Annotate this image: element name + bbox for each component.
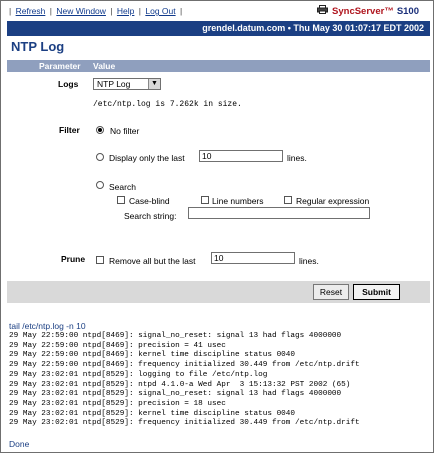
- log-output: [9, 332, 360, 429]
- top-bar: [1, 1, 433, 21]
- case-blind-label: Case-blind: [129, 196, 170, 206]
- brand-model: S100: [396, 5, 419, 17]
- no-filter-label: No filter: [110, 126, 140, 136]
- help-link[interactable]: Help: [116, 6, 135, 16]
- logs-label: Logs: [58, 79, 79, 89]
- log-file-info: /etc/ntp.log is 7.262k in size.: [93, 100, 242, 109]
- prune-checkbox[interactable]: [96, 256, 104, 264]
- filter-label: Filter: [59, 125, 80, 135]
- log-out-link[interactable]: Log Out: [145, 6, 176, 16]
- log-line: 29 May 22:59:00 ntpd[8469]: signal_no_reset: signal 13 had flags 4000000: [9, 332, 342, 340]
- display-last-radio[interactable]: [96, 153, 104, 161]
- nav-links: [7, 6, 184, 16]
- log-line: 29 May 22:59:00 ntpd[8469]: precision = 41 usec: [9, 341, 226, 350]
- log-line: 29 May 23:02:01 ntpd[8529]: kernel time discipline status 0040: [9, 409, 296, 418]
- nav-separator: |: [179, 6, 183, 16]
- page-title: NTP Log: [11, 39, 65, 54]
- display-last-input[interactable]: 10: [199, 150, 283, 162]
- regex-checkbox[interactable]: [284, 196, 292, 204]
- brand-logo: [317, 5, 419, 17]
- no-filter-radio[interactable]: [96, 126, 104, 134]
- logs-select[interactable]: [93, 78, 161, 90]
- log-line: 29 May 23:02:01 ntpd[8529]: precision = 18 usec: [9, 399, 226, 408]
- log-line: 29 May 23:02:01 ntpd[8529]: frequency initialized 30.449 from /etc/ntp.drift: [9, 419, 360, 428]
- prune-label: Prune: [61, 254, 86, 264]
- prune-lines-input[interactable]: 10: [211, 252, 295, 264]
- log-line: 29 May 22:59:00 ntpd[8469]: frequency initialized 30.449 from /etc/ntp.drift: [9, 361, 360, 370]
- refresh-link[interactable]: Refresh: [15, 6, 46, 16]
- prune-lines-label: lines.: [299, 256, 319, 266]
- value-column-header: Value: [93, 61, 116, 71]
- regex-label: Regular expression: [296, 196, 370, 206]
- trademark-symbol: ™: [384, 5, 394, 17]
- nav-separator: |: [49, 6, 52, 16]
- search-label: Search: [109, 182, 136, 192]
- display-last-label: Display only the last: [109, 153, 185, 163]
- submit-button[interactable]: Submit: [353, 284, 400, 300]
- table-header: [7, 60, 430, 72]
- logs-select-value: NTP Log: [97, 79, 131, 89]
- line-numbers-checkbox[interactable]: [201, 196, 209, 204]
- nav-separator: |: [110, 6, 113, 16]
- brand-name: SyncServer: [332, 5, 385, 17]
- display-last-lines-label: lines.: [287, 153, 307, 163]
- command-line: tail /etc/ntp.log -n 10: [9, 321, 86, 331]
- prune-text: Remove all but the last: [109, 256, 196, 266]
- search-radio[interactable]: [96, 181, 104, 189]
- nav-separator: |: [9, 6, 12, 16]
- search-string-input[interactable]: [188, 207, 370, 219]
- case-blind-checkbox[interactable]: [117, 196, 125, 204]
- log-line: 29 May 23:02:01 ntpd[8529]: ntpd 4.1.0-a Wed Apr 3 15:13:32 PST 2002 (65): [9, 380, 351, 389]
- reset-button[interactable]: Reset: [313, 284, 349, 300]
- host-date-bar: grendel.datum.com • Thu May 30 01:07:17 EDT 2002: [7, 21, 430, 36]
- line-numbers-label: Line numbers: [212, 196, 264, 206]
- log-line: 29 May 23:02:01 ntpd[8529]: signal_no_reset: signal 13 had flags 4000000: [9, 390, 342, 399]
- new-window-link[interactable]: New Window: [56, 6, 106, 16]
- search-string-label: Search string:: [124, 211, 177, 221]
- parameter-column-header: Parameter: [39, 61, 81, 71]
- status-text: Done: [9, 439, 30, 449]
- log-line: 29 May 22:59:00 ntpd[8469]: kernel time discipline status 0040: [9, 351, 296, 360]
- log-line: 29 May 23:02:01 ntpd[8529]: logging to file /etc/ntp.log: [9, 370, 268, 379]
- nav-separator: |: [138, 6, 141, 16]
- chevron-down-icon[interactable]: ▼: [148, 79, 160, 89]
- printer-icon: [317, 5, 328, 17]
